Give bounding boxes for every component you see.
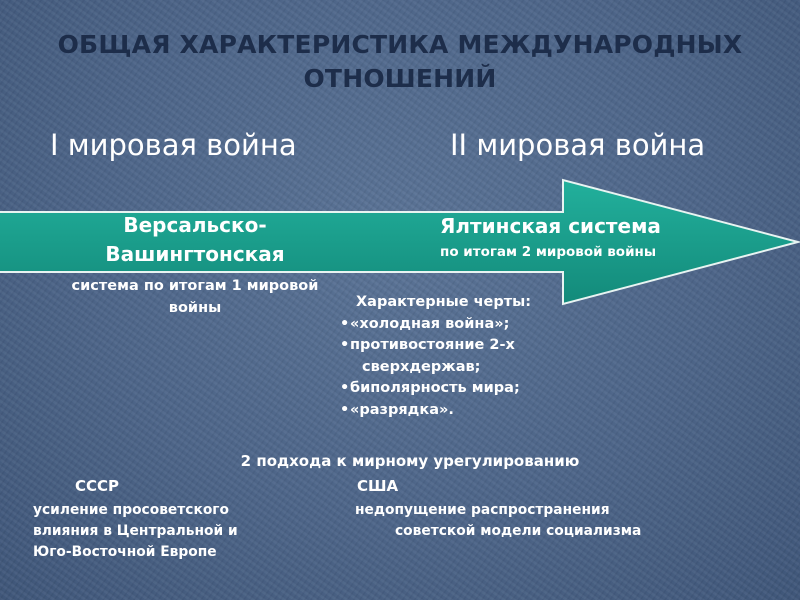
feature-text: «холодная война»; — [350, 315, 510, 332]
usa-text-line-1: недопущение распространения — [355, 502, 610, 518]
versailles-title-line-2: Вашингтонская — [105, 242, 285, 266]
yalta-system-title: Ялтинская система — [440, 214, 661, 238]
ussr-approach-text — [33, 500, 238, 563]
usa-text-line-2: советской модели социализма — [395, 523, 642, 539]
features-heading: Характерные черты: — [356, 294, 532, 310]
first-world-war-label: I мировая война — [50, 128, 297, 162]
yalta-system-subtitle: по итогам 2 мировой войны — [440, 244, 657, 260]
ussr-text-line-1: усиление просоветского — [33, 502, 229, 518]
feature-text: противостояние 2-х — [350, 337, 515, 353]
ussr-text-line-3: Юго-Восточной Европе — [33, 544, 217, 560]
feature-item — [340, 335, 531, 378]
versailles-washington-system-title — [30, 211, 360, 269]
ussr-label: СССР — [75, 477, 120, 495]
ussr-text-line-2: влияния в Центральной и — [33, 523, 238, 539]
usa-label: США — [357, 477, 399, 495]
versailles-subtitle-line-2: войны — [168, 300, 222, 316]
feature-text: «разрядка». — [350, 401, 454, 418]
slide-title-line-2: ОТНОШЕНИЙ — [303, 64, 497, 93]
feature-text: биполярность мира; — [350, 380, 520, 396]
versailles-washington-system-subtitle — [30, 275, 360, 319]
versailles-title-line-1: Версальско- — [123, 213, 267, 237]
feature-item — [340, 314, 531, 336]
versailles-subtitle-line-1: система по итогам 1 мировой — [71, 278, 319, 294]
feature-item — [340, 378, 531, 400]
second-world-war-label: II мировая война — [450, 128, 706, 162]
slide-title — [0, 28, 800, 96]
feature-text-continued: сверхдержав; — [362, 358, 481, 375]
features-list — [340, 314, 531, 422]
feature-item — [340, 400, 531, 422]
approaches-heading: 2 подхода к мирному урегулированию — [240, 452, 580, 470]
characteristic-features — [340, 292, 531, 421]
usa-approach-text — [355, 500, 641, 542]
slide-title-line-1: ОБЩАЯ ХАРАКТЕРИСТИКА МЕЖДУНАРОДНЫХ — [57, 30, 743, 59]
